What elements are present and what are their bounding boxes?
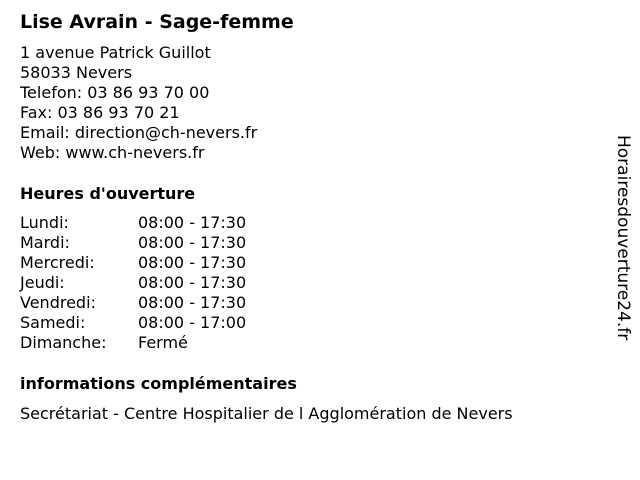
opening-hours-heading: Heures d'ouverture (20, 184, 196, 203)
day-label: Mercredi: (20, 253, 95, 272)
additional-info-text: Secrétariat - Centre Hospitalier de l Agglomération de Nevers (20, 404, 513, 423)
hours-row-thursday (20, 273, 320, 293)
hours-row-wednesday (20, 253, 320, 273)
email-line: Email: direction@ch-nevers.fr (20, 123, 258, 142)
hours-row-tuesday (20, 233, 320, 253)
page-title: Lise Avrain - Sage-femme (20, 11, 294, 33)
web-line: Web: www.ch-nevers.fr (20, 143, 205, 162)
time-value: 08:00 - 17:30 (138, 293, 247, 312)
time-value: 08:00 - 17:30 (138, 213, 247, 232)
day-label: Jeudi: (20, 273, 65, 292)
time-value: Fermé (138, 333, 188, 352)
day-label: Vendredi: (20, 293, 96, 312)
hours-row-sunday (20, 333, 320, 353)
contact-block (20, 43, 257, 163)
fax-line: Fax: 03 86 93 70 21 (20, 103, 180, 122)
time-value: 08:00 - 17:30 (138, 233, 247, 252)
time-value: 08:00 - 17:00 (138, 313, 247, 332)
time-value: 08:00 - 17:30 (138, 253, 247, 272)
day-label: Dimanche: (20, 333, 107, 352)
address-line-1: 1 avenue Patrick Guillot (20, 43, 211, 62)
opening-hours-list (20, 213, 320, 353)
hours-row-monday (20, 213, 320, 233)
day-label: Lundi: (20, 213, 69, 232)
additional-info-heading: informations complémentaires (20, 374, 297, 393)
hours-row-friday (20, 293, 320, 313)
day-label: Mardi: (20, 233, 70, 252)
site-watermark: Horairesdouverture24.fr (613, 135, 633, 341)
address-line-2: 58033 Nevers (20, 63, 133, 82)
phone-line: Telefon: 03 86 93 70 00 (20, 83, 210, 102)
hours-row-saturday (20, 313, 320, 333)
time-value: 08:00 - 17:30 (138, 273, 247, 292)
day-label: Samedi: (20, 313, 86, 332)
